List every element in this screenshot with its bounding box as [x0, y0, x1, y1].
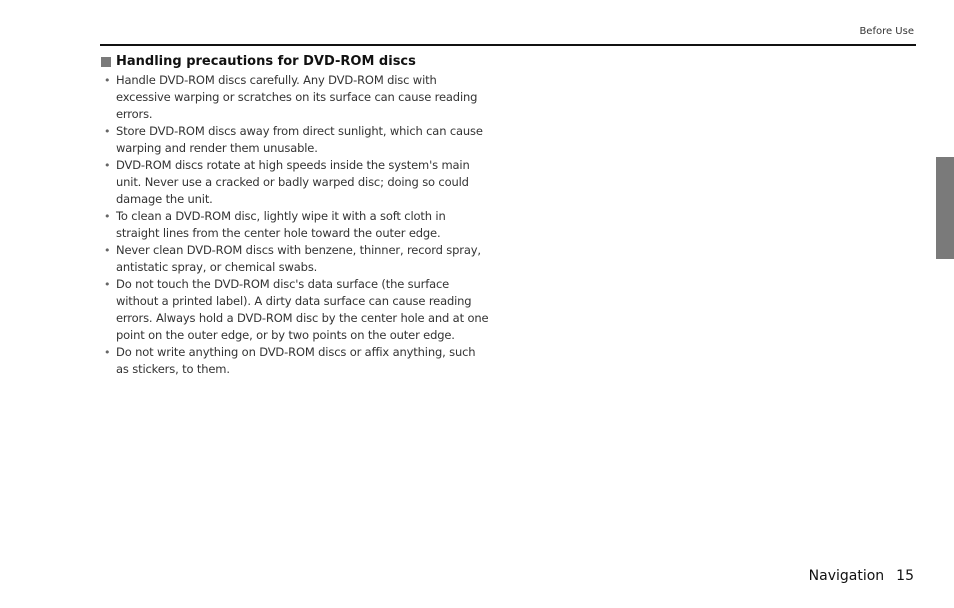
page-number: 15 [896, 568, 914, 584]
list-item [101, 72, 491, 123]
bullet-dot-icon: • [104, 244, 111, 257]
page-footer [809, 568, 914, 584]
bullet-dot-icon: • [104, 125, 111, 138]
header-section-label: Before Use [859, 26, 914, 37]
bullet-dot-icon: • [104, 346, 111, 359]
list-item-text: Handle DVD-ROM discs carefully. Any DVD-ROM disc with excessive warping or scratches on its surface can cause reading errors. [116, 73, 478, 121]
list-item [101, 276, 491, 344]
section-heading [101, 53, 491, 70]
list-item-text: Do not write anything on DVD-ROM discs or affix anything, such as stickers, to them. [116, 345, 476, 376]
list-item [101, 344, 491, 378]
precautions-section [101, 53, 491, 378]
list-item [101, 208, 491, 242]
section-heading-text: Handling precautions for DVD-ROM discs [116, 54, 416, 69]
list-item-text: To clean a DVD-ROM disc, lightly wipe it with a soft cloth in straight lines from the center hole toward the outer edge. [116, 209, 446, 240]
list-item [101, 242, 491, 276]
bullet-dot-icon: • [104, 74, 111, 87]
header-rule [100, 44, 916, 46]
list-item-text: Never clean DVD-ROM discs with benzene, thinner, record spray, antistatic spray, or chemical swabs. [116, 243, 481, 274]
footer-section-name: Navigation [808, 568, 885, 584]
list-item [101, 157, 491, 208]
side-tab-marker [936, 157, 954, 259]
square-bullet-icon [101, 57, 111, 67]
bullet-dot-icon: • [104, 159, 111, 172]
bullet-dot-icon: • [104, 278, 111, 291]
list-item [101, 123, 491, 157]
precautions-list [101, 72, 491, 378]
list-item-text: Do not touch the DVD-ROM disc's data surface (the surface without a printed label). A dirty data surface can cause reading errors. Always hold a DVD-ROM disc by the center hole and at one point on the outer edge, or by two points on the outer edge. [116, 277, 489, 342]
bullet-dot-icon: • [104, 210, 111, 223]
list-item-text: Store DVD-ROM discs away from direct sunlight, which can cause warping and render them unusable. [116, 124, 483, 155]
list-item-text: DVD-ROM discs rotate at high speeds inside the system's main unit. Never use a cracked or badly warped disc; doing so could damage the unit. [116, 158, 470, 206]
